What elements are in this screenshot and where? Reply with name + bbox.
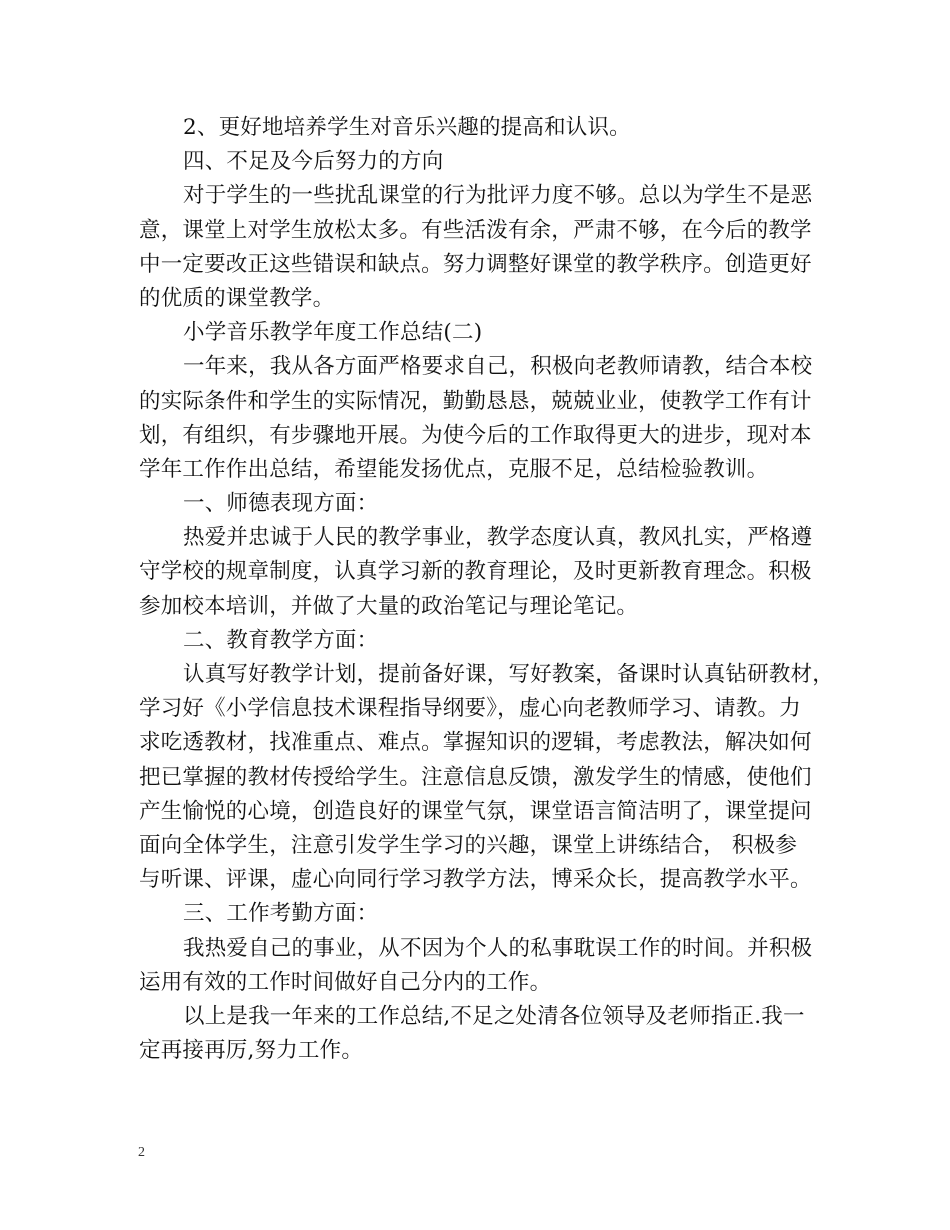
paragraph-line: 中一定要改正这些错误和缺点。努力调整好课堂的教学秩序。创造更好 [139,251,812,277]
paragraph-line: 把已掌握的教材传授给学生。注意信息反馈，激发学生的情感，使他们 [139,764,812,790]
paragraph-line: 以上是我一年来的工作总结,不足之处清各位领导及老师指正.我一 [183,1003,805,1029]
section-heading: 二、教育教学方面： [183,627,379,653]
paragraph-line: 热爱并忠诚于人民的教学事业，教学态度认真，教风扎实，严格遵 [183,525,813,551]
paragraph-line: 学习好《小学信息技术课程指导纲要》，虚心向老教师学习、请教。力 [139,696,801,722]
paragraph-line: 一年来，我从各方面严格要求自己，积极向老教师请教，结合本校 [183,354,813,380]
paragraph-line: 划，有组织，有步骤地开展。为使今后的工作取得更大的进步，现对本 [139,422,812,448]
paragraph-line: 参加校本培训，并做了大量的政治笔记与理论笔记。 [139,593,639,619]
document-subtitle: 小学音乐教学年度工作总结(二) [183,320,483,346]
paragraph-line: 认真写好教学计划，提前备好课，写好教案，备课时认真钻研教材， [183,662,835,687]
paragraph-line: 面向全体学生，注意引发学生学习的兴趣，课堂上讲练结合， 积极参 [139,832,798,858]
paragraph-line: 守学校的规章制度，认真学习新的教育理论，及时更新教育理念。积极 [139,559,812,585]
paragraph-line: 运用有效的工作时间做好自己分内的工作。 [139,969,552,995]
paragraph-line: 2、更好地培养学生对音乐兴趣的提高和认识。 [183,115,631,140]
page-number: 2 [138,1145,145,1160]
paragraph-line: 求吃透教材，找准重点、难点。掌握知识的逻辑，考虑教法，解决如何 [139,730,812,756]
paragraph-line: 意，课堂上对学生放松太多。有些活泼有余，严肃不够，在今后的教学 [139,217,812,243]
section-heading: 一、师德表现方面： [183,491,379,517]
paragraph-line: 的优质的课堂教学。 [139,285,335,311]
paragraph-line: 与听课、评课，虚心向同行学习教学方法，博采众长，提高教学水平。 [139,867,812,893]
document-body [139,111,835,1068]
paragraph-line: 定再接再厉,努力工作。 [139,1038,364,1064]
paragraph-line: 我热爱自己的事业，从不因为个人的私事耽误工作的时间。并积极 [183,935,813,961]
paragraph-line: 对于学生的一些扰乱课堂的行为批评力度不够。总以为学生不是恶 [183,183,813,209]
section-heading: 三、工作考勤方面： [183,901,379,927]
paragraph-line: 的实际条件和学生的实际情况，勤勤恳恳，兢兢业业，使教学工作有计 [139,388,812,414]
paragraph-line: 产生愉悦的心境，创造良好的课堂气氛，课堂语言简洁明了，课堂提问 [139,798,812,824]
paragraph-line: 学年工作作出总结，希望能发扬优点，克服不足，总结检验教训。 [139,456,769,482]
section-heading: 四、不足及今后努力的方向 [183,149,444,175]
